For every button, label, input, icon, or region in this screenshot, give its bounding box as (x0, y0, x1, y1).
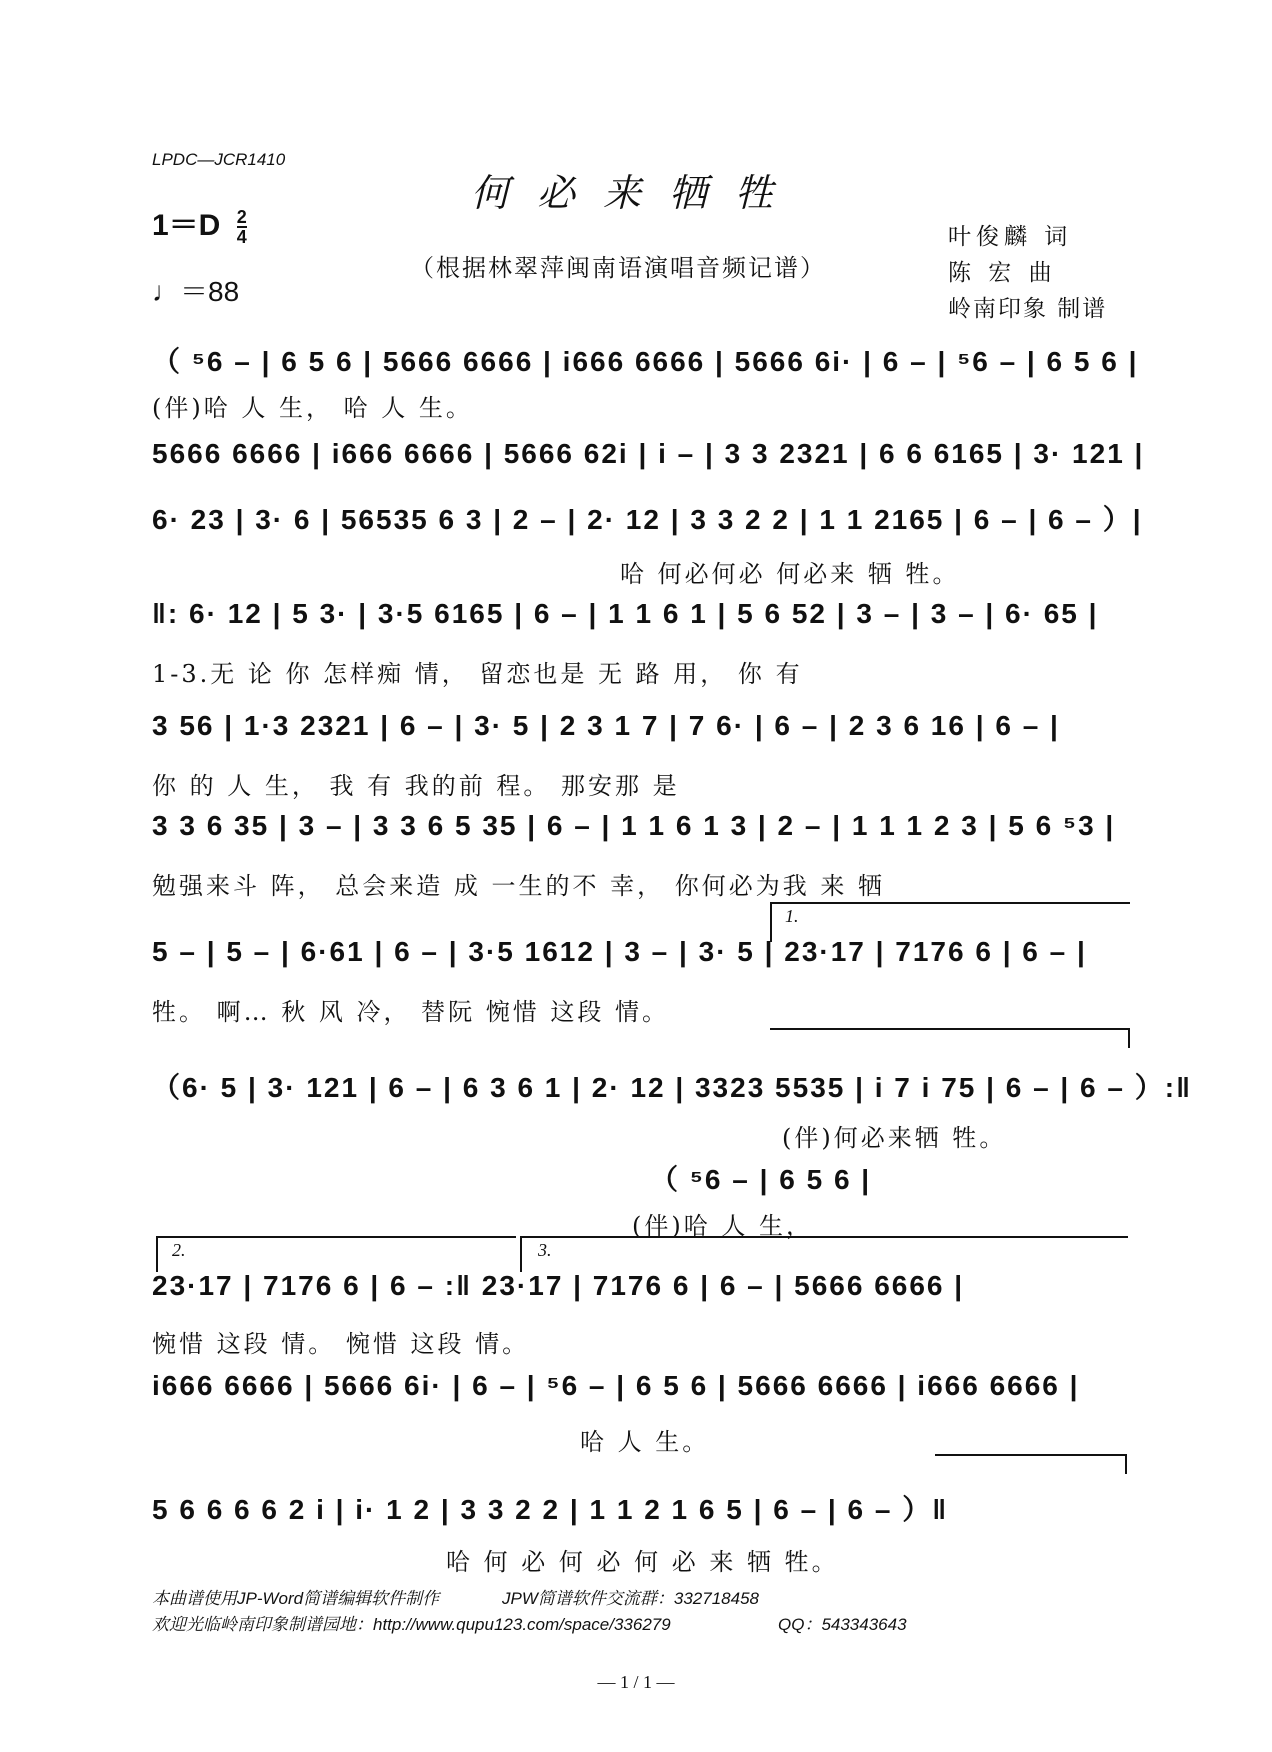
score-line-6: 3 3 6 35 | 3 – | 3 3 6 5 35 | 6 – | 1 1 6 1 3 | 2 – | 1 1 1 2 3 | 5 6 ⁵3 | (152, 810, 1116, 841)
page-subtitle: （根据林翠萍闽南语演唱音频记谱） (410, 254, 826, 282)
lyric-line-12: 哈 何 必 何 必 何 必 来 牺 牲。 (446, 1548, 839, 1576)
score-line-2: 5666 6666 | i666 6666 | 5666 62i | i – | 3 3 2321 | 6 6 6165 | 3· 121 | (152, 438, 1145, 469)
time-numerator: 2 (236, 207, 247, 228)
score-line-8: （6· 5 | 3· 121 | 6 – | 6 3 6 1 | 2· 12 | 3323 5535 | i 7 i 75 | 6 – | 6 – ）:‖ (152, 1072, 1193, 1103)
lyric-line-5: 你 的 人 生， 我 有 我的前 程。 那安那 是 (152, 772, 680, 800)
lyric-line-9: (伴)哈 人 生， (632, 1212, 813, 1240)
arranger-credit: 岭南印象 制谱 (948, 296, 1108, 322)
score-line-11: i666 6666 | 5666 6i· | 6 – | ⁵6 – | 6 5 6 | 5666 6666 | i666 6666 | (152, 1370, 1080, 1401)
composer-credit: 陈 宏 曲 (948, 260, 1057, 286)
ending-bracket-1-close (770, 1028, 1130, 1030)
ending-number-1: 1. (785, 906, 799, 926)
page-number: — 1 / 1 — (597, 1672, 675, 1692)
ending-bracket-3-edge (520, 1236, 522, 1272)
score-line-4: ‖: 6· 12 | 5 3· | 3·5 6165 | 6 – | 1 1 6 1 | 5 6 52 | 3 – | 3 – | 6· 65 | (152, 598, 1099, 629)
score-line-10: 23·17 | 7176 6 | 6 – :‖ 23·17 | 7176 6 | 6 – | 5666 6666 | (152, 1270, 965, 1301)
lyric-line-4: 1-3.无 论 你 怎样痴 情， 留恋也是 无 路 用， 你 有 (152, 660, 803, 688)
lyric-line-11: 哈 人 生。 (580, 1428, 710, 1456)
footer-software-note: 本曲谱使用JP-Word简谱编辑软件制作 (152, 1589, 440, 1608)
key-label: 1＝D (152, 209, 221, 242)
lyric-line-10: 惋惜 这段 情。 惋惜 这段 情。 (152, 1330, 530, 1358)
lyric-line-8: (伴)何必来牺 牲。 (782, 1124, 1007, 1152)
score-line-1: （ ⁵6 – | 6 5 6 | 5666 6666 | i666 6666 | 5666 6i· | 6 – | ⁵6 – | 6 5 6 | (152, 346, 1139, 377)
score-line-9: （ ⁵6 – | 6 5 6 | (650, 1164, 872, 1195)
time-signature (237, 208, 247, 246)
score-line-5: 3 56 | 1·3 2321 | 6 – | 3· 5 | 2 3 1 7 | 7 6· | 6 – | 2 3 6 16 | 6 – | (152, 710, 1060, 741)
score-line-3: 6· 23 | 3· 6 | 56535 6 3 | 2 – | 2· 12 | 3 3 2 2 | 1 1 2165 | 6 – | 6 – ）| (152, 504, 1143, 535)
ending-bracket-1 (770, 902, 1130, 904)
score-code: LPDC—JCR1410 (152, 150, 286, 169)
lyric-line-7: 牲。 啊… 秋 风 冷， 替阮 惋惜 这段 情。 (152, 998, 670, 1026)
lyricist-credit: 叶俊麟 词 (948, 224, 1073, 250)
lyric-line-6: 勉强来斗 阵， 总会来造 成 一生的不 幸， 你何必为我 来 牺 (152, 872, 886, 900)
score-line-7: 5 – | 5 – | 6·61 | 6 – | 3·5 1612 | 3 – | 3· 5 | 23·17 | 7176 6 | 6 – | (152, 936, 1087, 967)
footer-website-note: 欢迎光临岭南印象制谱园地：http://www.qupu123.com/space/336279 (152, 1615, 671, 1634)
ending-bracket-1-close-edge (1128, 1028, 1130, 1048)
final-bracket (935, 1454, 1125, 1456)
footer-group-note: JPW简谱软件交流群：332718458 (502, 1589, 759, 1608)
page-title: 何必来牺牲 (470, 171, 801, 215)
footer-qq-note: QQ：543343643 (778, 1615, 907, 1634)
tempo-marking: ♩＝88 (152, 276, 240, 307)
key-signature (152, 200, 247, 246)
final-bracket-edge (1125, 1454, 1127, 1474)
ending-bracket-3 (520, 1236, 1128, 1238)
time-denominator: 4 (236, 227, 247, 248)
ending-number-3: 3. (538, 1240, 552, 1260)
score-line-12: 5 6 6 6 6 2 i | i· 1 2 | 3 3 2 2 | 1 1 2 1 6 5 | 6 – | 6 – ）‖ (152, 1494, 949, 1525)
ending-bracket-2 (156, 1236, 516, 1238)
lyric-line-1: (伴)哈 人 生， 哈 人 生。 (152, 394, 473, 422)
ending-bracket-2-edge (156, 1236, 158, 1272)
lyric-line-3: 哈 何必何必 何必来 牺 牲。 (620, 560, 960, 588)
ending-number-2: 2. (172, 1240, 186, 1260)
